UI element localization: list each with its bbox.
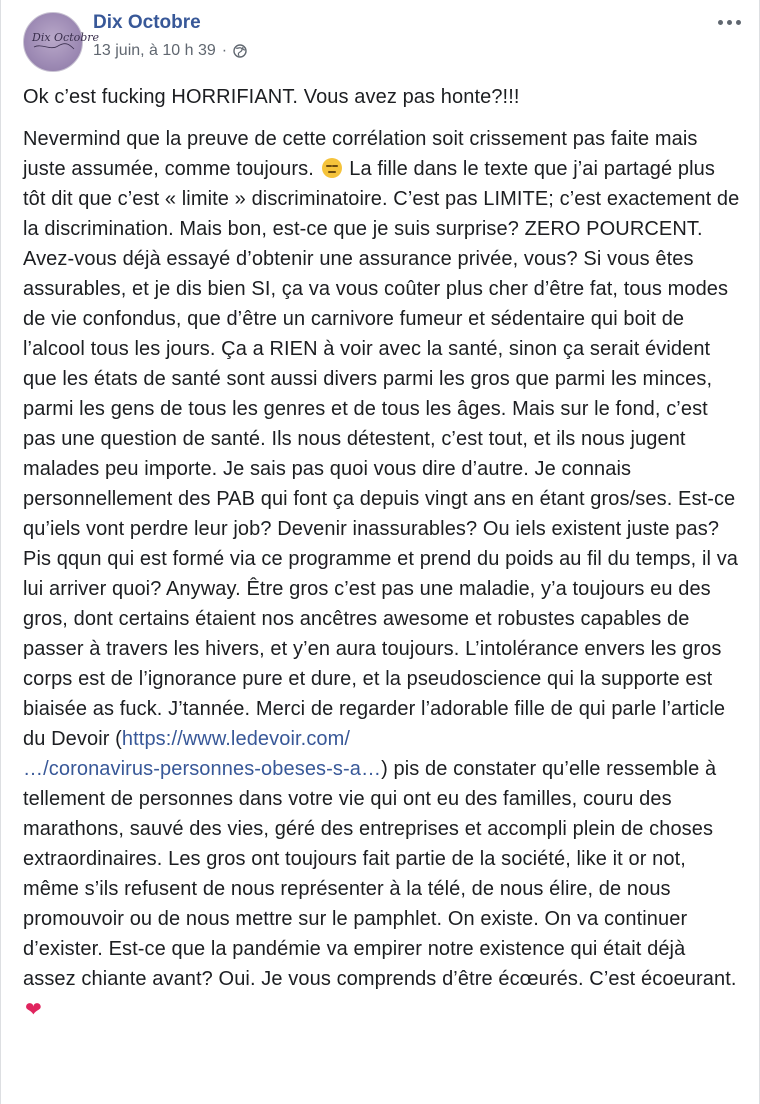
post-content (23, 82, 746, 1025)
expressionless-face-emoji-icon (322, 158, 342, 178)
red-heart-emoji-icon: ❤ (25, 999, 42, 1021)
article-link[interactable]: https://www.ledevoir.com/ …/coronavirus-personnes-obeses-s-a… (23, 728, 382, 780)
post-meta (93, 42, 247, 60)
author-name[interactable]: Dix Octobre (93, 12, 201, 33)
svg-text:Dix Octobre: Dix Octobre (32, 31, 100, 44)
body-text-part1: Nevermind que la preuve de cette corrélation soit crissement pas faite mais juste assumée, comme toujours. (23, 128, 704, 180)
post-body (23, 124, 746, 1025)
post-date[interactable]: 13 juin, à 10 h 39 (93, 42, 216, 59)
globe-icon[interactable] (233, 44, 247, 58)
post-intro: Ok c’est fucking HORRIFIANT. Vous avez pas honte?!!! (23, 86, 520, 108)
more-options-icon[interactable] (713, 10, 745, 34)
body-text-part2: La fille dans le texte que j’ai partagé plus tôt dit que c’est « limite » discriminatoire. C’est pas LIMITE; c’est exactement de la discrimination. Mais bon, est-ce que je suis surprise? ZERO POURCENT. Avez-vous déjà essayé d’obtenir une assurance privée, vous? Si vous êtes assurables, et je dis bien SI, ça va vous coûter plus cher d’être fat, tous modes de vie confondus, que d’être un carnivore fumeur et sédentaire qui boit de l’alcool tous les jours. Ça a RIEN à voir avec la santé, sinon ça serait évident que les états de santé sont aussi divers parmi les gros que parmi les minces, parmi les gens de tous les genres et de tous les âges. Mais sur le fond, c’est pas une question de santé. Ils nous détestent, c’est tout, et ils nous jugent malades peu importe. Je sais pas quoi vous dire d’autre. Je connais personnellement des PAB qui font ça depuis vingt ans en étant gros/ses. Est-ce qu’iels vont perdre leur job? Devenir inassurables? Ou iels existent juste pas? Pis qqun qui est formé via ce programme et prend du poids au fil du temps, il va lui arriver quoi? Anyway. Être gros c’est pas une maladie, y’a toujours eu des gros, dont certains étaient nos ancêtres awesome et robustes capables de passer à travers les hivers, et y’en aura toujours. L’intolérance envers les gros corps est de l’ignorance pure et dure, et la pseudoscience qui la supporte est biaisée as fuck. J’tannée. Merci de regarder l’adorable fille de qui parle l’article du Devoir ( (23, 158, 746, 750)
avatar[interactable] (23, 12, 100, 72)
meta-separator: · (221, 42, 228, 59)
avatar-logo-script (30, 27, 100, 57)
post-header (23, 8, 759, 68)
body-text-part3: ) pis de constater qu’elle ressemble à tellement de personnes dans votre vie qui ont eu des familles, couru des marathons, sauvé des vies, géré des entreprises et accompli plein de choses extraordinaires. Les gros ont toujours fait partie de la société, like it or not, même s’ils refusent de nous représenter à la télé, de nous élire, de nous promouvoir ou de nous mettre sur le pamphlet. On existe. On va continuer d’exister. Est-ce que la pandémie va empirer notre existence qui était déjà assez chiante avant? Oui. Je vous comprends d’être écœurés. C’est écoeurant. (23, 758, 737, 990)
